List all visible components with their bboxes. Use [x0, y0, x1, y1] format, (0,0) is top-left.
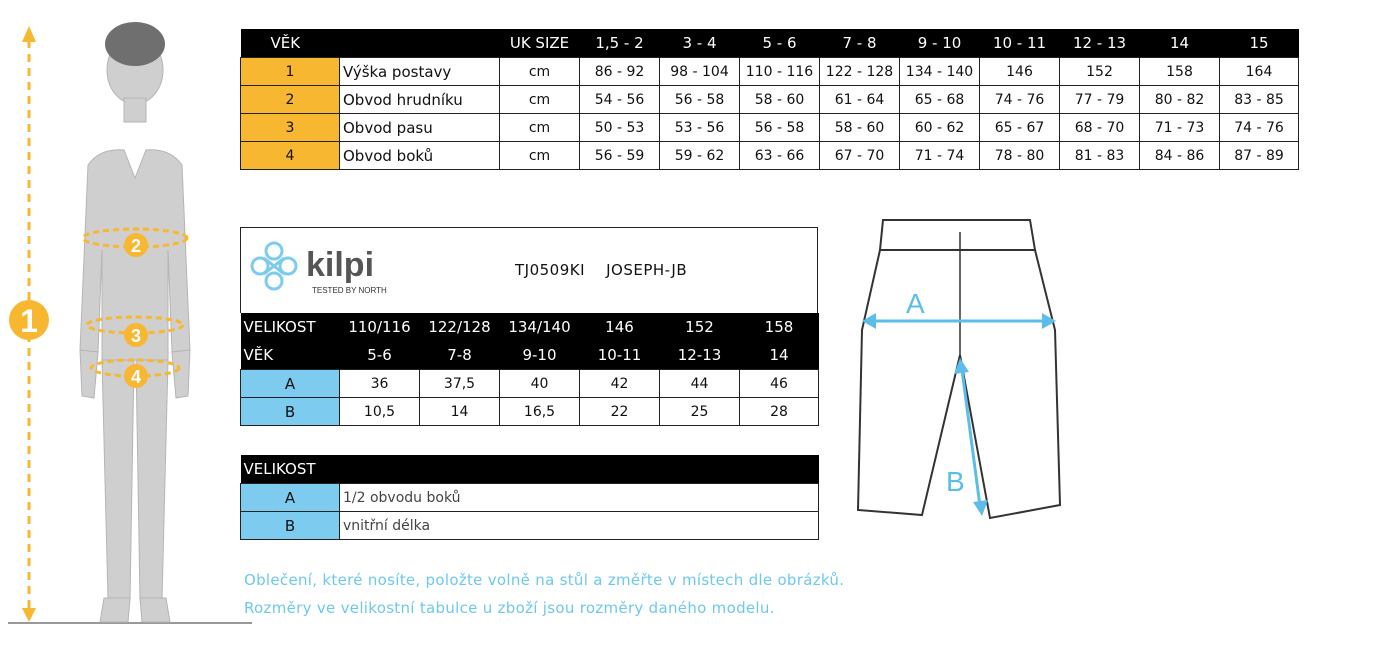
size-header: 10 - 11	[980, 29, 1060, 58]
table-cell: 46	[740, 370, 819, 398]
table-cell: 37,5	[420, 370, 500, 398]
size-header: 9 - 10	[900, 29, 980, 58]
table-row	[241, 484, 819, 512]
product-code: TJ0509KI	[515, 261, 586, 279]
table-cell: 56 - 58	[660, 86, 740, 114]
table-row	[241, 512, 819, 540]
row-number: 2	[241, 86, 340, 114]
table-row	[241, 142, 1299, 170]
row-key: A	[241, 370, 340, 398]
table-cell: 58 - 60	[740, 86, 820, 114]
size-header: 122/128	[420, 313, 500, 341]
table-cell: 44	[660, 370, 740, 398]
label-a: A	[906, 288, 925, 319]
table-cell: 60 - 62	[900, 114, 980, 142]
age-header: 10-11	[580, 341, 660, 370]
table-cell: 56 - 58	[740, 114, 820, 142]
product-label	[515, 261, 687, 279]
table-cell: 22	[580, 398, 660, 426]
table-cell: 53 - 56	[660, 114, 740, 142]
table-row	[241, 398, 819, 426]
table-cell: 63 - 66	[740, 142, 820, 170]
table-cell: 16,5	[500, 398, 580, 426]
row-key: B	[241, 512, 340, 540]
table-cell: 87 - 89	[1220, 142, 1299, 170]
table-cell: 65 - 68	[900, 86, 980, 114]
table-row	[241, 58, 1299, 86]
size-header: 7 - 8	[820, 29, 900, 58]
row-unit: cm	[500, 142, 580, 170]
row-label: Obvod pasu	[340, 114, 500, 142]
row-number: 1	[241, 58, 340, 86]
row-unit: cm	[500, 58, 580, 86]
size-header: 110/116	[340, 313, 420, 341]
table-cell: 164	[1220, 58, 1299, 86]
label-b: B	[946, 466, 965, 497]
brand-tagline: TESTED BY NORTH	[312, 286, 387, 295]
table-cell: 152	[1060, 58, 1140, 86]
table-cell: 86 - 92	[580, 58, 660, 86]
marker-4-label: 4	[130, 367, 142, 387]
table-cell: 36	[340, 370, 420, 398]
size-table-header	[241, 29, 1299, 58]
table-cell: 84 - 86	[1140, 142, 1220, 170]
table-cell: 28	[740, 398, 819, 426]
marker-2-label: 2	[130, 236, 142, 256]
row-number: 4	[241, 142, 340, 170]
table-cell: 146	[980, 58, 1060, 86]
table-cell: 40	[500, 370, 580, 398]
table-cell: 78 - 80	[980, 142, 1060, 170]
table-cell: 71 - 73	[1140, 114, 1220, 142]
size-header: 146	[580, 313, 660, 341]
table-row	[241, 86, 1299, 114]
legend-header	[241, 455, 819, 484]
table-cell: 158	[1140, 58, 1220, 86]
instruction-note: Oblečení, které nosíte, položte volně na stůl a změřte v místech dle obrázků.	[244, 571, 845, 589]
table-cell: 58 - 60	[820, 114, 900, 142]
row-label: Obvod hrudníku	[340, 86, 500, 114]
row-description: vnitřní délka	[340, 512, 819, 540]
table-cell: 56 - 59	[580, 142, 660, 170]
table-cell: 77 - 79	[1060, 86, 1140, 114]
table-cell: 61 - 64	[820, 86, 900, 114]
table-row	[241, 370, 819, 398]
marker-3-label: 3	[130, 326, 142, 346]
size-header: 12 - 13	[1060, 29, 1140, 58]
table-cell: 65 - 67	[980, 114, 1060, 142]
marker-1-label: 1	[20, 303, 38, 339]
age-header: 9-10	[500, 341, 580, 370]
row-key: A	[241, 484, 340, 512]
size-header: 15	[1220, 29, 1299, 58]
product-name: JOSEPH-JB	[606, 261, 688, 279]
measure-size-header	[241, 313, 819, 341]
table-cell: 134 - 140	[900, 58, 980, 86]
age-label: VĚK	[241, 341, 340, 370]
row-description: 1/2 obvodu boků	[340, 484, 819, 512]
brand-name: kilpi	[306, 246, 375, 284]
legend-title: VELIKOST	[241, 455, 819, 484]
row-unit: cm	[500, 114, 580, 142]
uk-size-header: UK SIZE	[500, 29, 580, 58]
age-header: 7-8	[420, 341, 500, 370]
row-unit: cm	[500, 86, 580, 114]
age-header: VĚK	[241, 29, 340, 58]
info-note: Rozměry ve velikostní tabulce u zboží jsou rozměry daného modelu.	[244, 599, 775, 617]
table-cell: 74 - 76	[980, 86, 1060, 114]
table-cell: 83 - 85	[1220, 86, 1299, 114]
table-cell: 54 - 56	[580, 86, 660, 114]
table-cell: 25	[660, 398, 740, 426]
row-label: Obvod boků	[340, 142, 500, 170]
table-cell: 80 - 82	[1140, 86, 1220, 114]
table-row	[241, 114, 1299, 142]
age-header: 14	[740, 341, 819, 370]
size-label: VELIKOST	[241, 313, 340, 341]
knot-icon	[252, 243, 296, 289]
row-key: B	[241, 398, 340, 426]
measure-age-header	[241, 341, 819, 370]
size-header: 134/140	[500, 313, 580, 341]
table-cell: 42	[580, 370, 660, 398]
table-cell: 14	[420, 398, 500, 426]
row-number: 3	[241, 114, 340, 142]
table-cell: 59 - 62	[660, 142, 740, 170]
child-figure-diagram	[0, 0, 260, 640]
size-table	[240, 29, 1299, 170]
legend-table	[240, 455, 819, 540]
table-cell: 81 - 83	[1060, 142, 1140, 170]
table-cell: 122 - 128	[820, 58, 900, 86]
measure-table	[240, 313, 819, 426]
kilpi-logo	[250, 236, 400, 298]
table-cell: 67 - 70	[820, 142, 900, 170]
age-header: 5-6	[340, 341, 420, 370]
table-cell: 110 - 116	[740, 58, 820, 86]
size-header: 152	[660, 313, 740, 341]
size-header: 14	[1140, 29, 1220, 58]
shorts-diagram	[850, 210, 1070, 525]
size-header: 5 - 6	[740, 29, 820, 58]
size-header: 1,5 - 2	[580, 29, 660, 58]
table-cell: 98 - 104	[660, 58, 740, 86]
table-cell: 71 - 74	[900, 142, 980, 170]
size-header: 3 - 4	[660, 29, 740, 58]
table-cell: 68 - 70	[1060, 114, 1140, 142]
table-cell: 74 - 76	[1220, 114, 1299, 142]
table-cell: 10,5	[340, 398, 420, 426]
table-cell: 50 - 53	[580, 114, 660, 142]
row-label: Výška postavy	[340, 58, 500, 86]
size-header: 158	[740, 313, 819, 341]
age-header: 12-13	[660, 341, 740, 370]
